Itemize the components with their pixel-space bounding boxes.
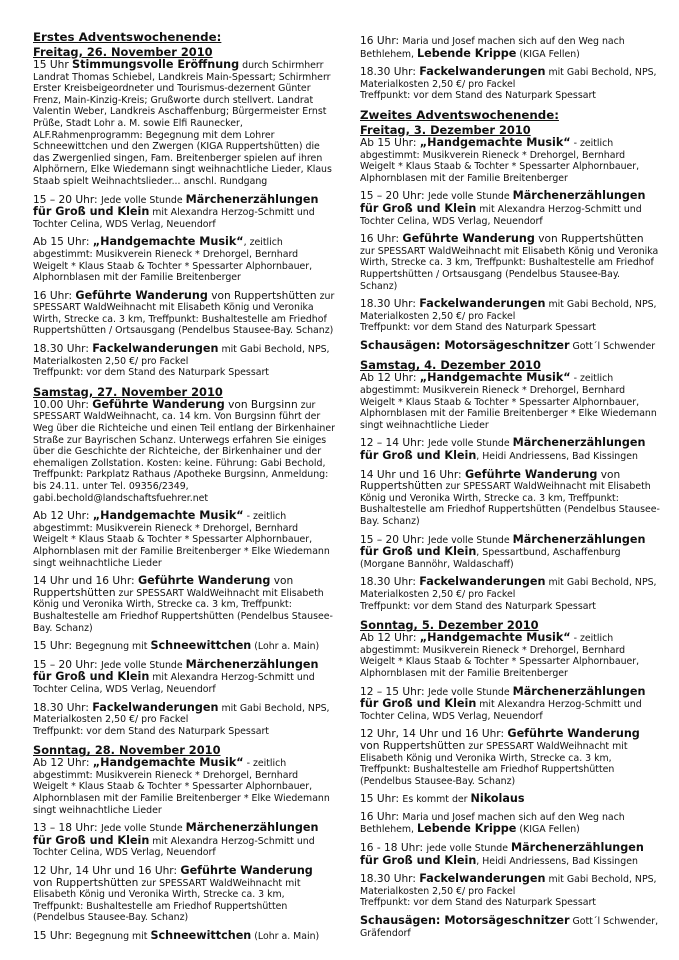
- event-meeting-point: Treffpunkt: vor dem Stand des Naturpark Spessart: [360, 90, 596, 102]
- event-time: 16 Uhr:: [360, 35, 403, 47]
- event-title: Märchenerzählungen für Groß und Klein: [360, 189, 646, 215]
- event-title: Märchenerzählungen für Groß und Klein: [360, 532, 646, 559]
- event-title: Fackelwanderungen: [92, 342, 219, 356]
- event-title: Märchenerzählungen für Groß und Klein: [360, 684, 646, 711]
- event-text: [360, 686, 660, 723]
- event-title: Schneewittchen: [150, 639, 252, 653]
- event-entry: [360, 469, 660, 528]
- event-title: „Handgemachte Musik“: [419, 135, 571, 149]
- event-title: Geführte Wanderung: [180, 864, 313, 878]
- event-entry: [33, 399, 335, 504]
- event-entry: [33, 930, 335, 943]
- event-title: Geführte Wanderung: [507, 727, 640, 741]
- event-details: mit Gabi Bechold, NPS, Materialkosten 2,50 €/ pro Fackel: [360, 874, 657, 897]
- event-entry: [33, 59, 335, 188]
- event-entry: [360, 576, 660, 612]
- event-title: Motorsägeschnitzer: [444, 914, 570, 928]
- event-time: 15 – 20 Uhr:: [360, 190, 428, 203]
- event-text: [360, 190, 660, 227]
- event-time: Ab 15 Uhr:: [360, 136, 420, 149]
- event-details: zur SPESSART WaldWeihnacht mit Elisabeth König und Veronika Wirth, Strecke ca. 3 km, Treffpunkt: Bushaltestelle am Friedhof Ruppertshütten (Pendelbus Stausee-Bay. Schanz): [360, 740, 628, 787]
- event-entry: [33, 194, 335, 231]
- event-title-suffix: von Ruppertshütten: [534, 233, 644, 246]
- event-details: durch Schirmherr Landrat Thomas Schiebel, Landkreis Main-Spessart; Schirmherr Erster Kreisbeigeordneter und Tourismus-dezernent Günter Frenz, Main-Kinzig-Kreis; Grußworte durch stellvert. Landrat Valentin Weber, Landkreis Aschaffenburg; Bürgermeister Ernst Prüße, Stadt Lohr a. M. sowie Elfi Raunecker, ALF.Rahmenprogramm: Begegnung mit dem Lohrer Schneewittchen und den Zwergen (KIGA Ruppertshütten) die das Zwergenlied singen, Fam. Breitenberger spielen auf ihren Alphörnern, Elke Wiedemann singt weihnachtliche Lieder, Klaus Staab spielt Weihnachtslieder... anschl. Rundgang: [33, 60, 332, 187]
- event-details: , zeitlich abgestimmt: Musikverein Rieneck * Drehorgel, Bernhard Weigelt * Klaus Staab & Tochter * Spessarter Alphornbauer, Alphornblasen mit der Familie Breitenberger: [33, 237, 313, 284]
- event-entry: [33, 290, 335, 337]
- event-title: Geführte Wanderung: [402, 232, 535, 246]
- event-details: zur SPESSART WaldWeihnacht mit Elisabeth König und Veronika Wirth, Strecke ca. 3 km, Treffpunkt: Bushaltestelle am Friedhof Ruppertshütten (Pendelbus Stausee-Bay. Schanz): [33, 587, 333, 634]
- day-heading: Freitag, 3. Dezember 2010: [360, 122, 531, 137]
- event-time: 16 - 18 Uhr:: [360, 842, 427, 855]
- event-text: [33, 659, 335, 696]
- event-text: [360, 469, 660, 528]
- event-title: „Handgemachte Musik“: [419, 371, 571, 385]
- event-entry: [33, 236, 335, 283]
- event-meeting-point: Treffpunkt: vor dem Stand des Naturpark Spessart: [360, 322, 596, 334]
- event-title: Fackelwanderungen: [419, 872, 546, 886]
- event-entry: [360, 340, 660, 353]
- event-time: 18.30 Uhr:: [33, 343, 93, 356]
- event-pre: Begegnung mit: [75, 641, 151, 653]
- event-title: „Handgemachte Musik“: [92, 756, 244, 770]
- day-heading: Samstag, 4. Dezember 2010: [360, 358, 541, 373]
- event-text: [33, 822, 335, 859]
- event-title: Schneewittchen: [150, 929, 252, 942]
- event-time: 15 – 20 Uhr:: [33, 658, 101, 671]
- event-entry: [360, 812, 660, 836]
- event-title: „Handgemachte Musik“: [92, 235, 244, 249]
- event-entry: [33, 822, 335, 859]
- event-time: 14 Uhr und 16 Uhr:: [33, 575, 138, 588]
- event-title: Stimmungsvolle Eröffnung: [72, 58, 240, 71]
- event-details: - zeitlich abgestimmt: Musikverein Rieneck * Drehorgel, Bernhard Weigelt * Klaus Staab & Tochter * Spessarter Alphornbauer, Alphornblasen mit der Familie Breitenberger * Elke Wiedemann singt weihnachtliche Lieder: [33, 758, 330, 816]
- event-text: [360, 437, 660, 462]
- event-details: mit Alexandra Herzog-Schmitt und Tochter Celina, WDS Verlag, Neuendorf: [360, 699, 642, 722]
- event-details: (Lohr a. Main): [251, 931, 320, 942]
- event-text: [360, 137, 660, 184]
- event-text: [33, 194, 335, 231]
- event-time: 15 Uhr:: [360, 793, 403, 806]
- event-text: [33, 757, 335, 816]
- event-text: [33, 399, 335, 504]
- event-details: - zeitlich abgestimmt: Musikverein Rieneck * Drehorgel, Bernhard Weigelt * Klaus Staab & Tochter * Spessarter Alphornbauer, Alphornblasen mit der Familie Breitenberger: [360, 633, 640, 679]
- event-details: mit Alexandra Herzog-Schmitt und Tochter Celina, WDS Verlag, Neuendorf: [360, 203, 642, 227]
- event-time: Ab 12 Uhr:: [360, 372, 420, 385]
- event-title: „Handgemachte Musik“: [92, 509, 244, 523]
- event-entry: [360, 842, 660, 867]
- event-meeting-point: Treffpunkt: vor dem Stand des Naturpark Spessart: [33, 367, 269, 379]
- event-entry: [360, 728, 660, 787]
- event-title: Märchenerzählungen für Groß und Klein: [33, 657, 319, 684]
- event-title: Geführte Wanderung: [75, 288, 208, 302]
- event-text: [33, 930, 335, 943]
- event-pre: Jede volle Stunde: [427, 191, 513, 203]
- event-entry: [33, 702, 335, 738]
- event-entry: [360, 66, 660, 102]
- event-time: 16 Uhr:: [360, 233, 403, 246]
- event-text: [360, 36, 660, 60]
- event-meeting-point: Treffpunkt: vor dem Stand des Naturpark Spessart: [360, 600, 596, 612]
- event-title: „Handgemachte Musik“: [419, 631, 571, 645]
- event-time: Ab 15 Uhr:: [33, 236, 93, 249]
- event-title: Märchenerzählungen für Groß und Klein: [33, 192, 319, 219]
- event-details: zur SPESSART WaldWeihnacht mit Elisabeth König und Veronika Wirth, Strecke ca. 3 km, Treffpunkt: Bushaltestelle am Friedhof Ruppertshütten / Ortsausgang (Pendelbus Stausee-Bay. Schanz): [360, 245, 659, 292]
- event-time: 15 Uhr:: [33, 930, 76, 942]
- event-details: mit Gabi Bechold, NPS, Materialkosten 2,50 €/ pro Fackel: [360, 67, 657, 90]
- event-pre: Jede volle Stunde: [427, 534, 513, 546]
- event-pre: Jede volle Stunde: [100, 659, 186, 671]
- event-title-suffix: von Burgsinn: [224, 398, 298, 411]
- event-entry: [33, 575, 335, 634]
- event-time: 12 – 15 Uhr:: [360, 685, 428, 698]
- event-pre: Jede volle Stunde: [427, 438, 513, 450]
- event-details: mit Alexandra Herzog-Schmitt und Tochter Celina, WDS Verlag, Neuendorf: [33, 672, 315, 695]
- event-title-suffix: von Ruppertshütten: [207, 289, 317, 302]
- event-text: [33, 59, 335, 188]
- event-entry: [33, 640, 335, 653]
- event-details: , Heidi Andriessens, Bad Kissingen: [476, 451, 638, 463]
- event-entry: [360, 686, 660, 723]
- event-title-suffix: von Ruppertshütten: [360, 739, 466, 752]
- event-pre: Jede volle Stunde: [427, 686, 513, 698]
- event-time: 13 – 18 Uhr:: [33, 822, 101, 835]
- event-entry: [33, 659, 335, 696]
- event-title: Märchenerzählungen für Groß und Klein: [360, 841, 644, 867]
- event-text: [360, 842, 660, 867]
- event-details: Gott´l Schwender: [569, 340, 656, 352]
- event-time: Ab 12 Uhr:: [33, 757, 93, 770]
- event-time: 18.30 Uhr:: [33, 701, 93, 714]
- event-pre: Begegnung mit: [75, 931, 151, 942]
- event-time: 15 Uhr: [33, 59, 73, 71]
- event-entry: [360, 36, 660, 60]
- event-title: Märchenerzählungen für Groß und Klein: [360, 436, 646, 463]
- event-text: [360, 915, 660, 939]
- left-column: [33, 30, 335, 949]
- event-text: [360, 812, 660, 836]
- event-meeting-point: Treffpunkt: vor dem Stand des Naturpark Spessart: [360, 897, 596, 909]
- event-details: mit Alexandra Herzog-Schmitt und Tochter Celina, WDS Verlag, Neuendorf: [33, 207, 315, 230]
- event-entry: [360, 190, 660, 227]
- event-entry: [360, 233, 660, 292]
- section-title-second-advent: Zweites Adventswochenende:: [360, 107, 559, 122]
- event-text: [360, 873, 660, 897]
- event-title: Märchenerzählungen für Groß und Klein: [33, 821, 319, 847]
- event-entry: [33, 757, 335, 816]
- event-details: Gott´l Schwender, Gräfendorf: [360, 916, 659, 939]
- event-text: [360, 576, 660, 600]
- event-text: [360, 372, 660, 431]
- event-details: , Spessartbund, Aschaffenburg (Morgane Bannöhr, Waldaschaff): [360, 547, 621, 570]
- event-pre: Jede volle Stunde: [100, 823, 186, 835]
- event-text: [360, 632, 660, 679]
- event-text: [33, 640, 335, 653]
- event-time: 18.30 Uhr:: [360, 873, 420, 886]
- event-pre: Maria und Josef machen sich auf den Weg nach Bethlehem,: [360, 811, 625, 836]
- event-details: mit Gabi Bechold, NPS, Materialkosten 2,50 €/ pro Fackel: [360, 299, 657, 322]
- day-heading: Sonntag, 28. November 2010: [33, 743, 221, 758]
- day-heading: Sonntag, 5. Dezember 2010: [360, 618, 539, 633]
- event-entry: [360, 298, 660, 334]
- event-meeting-point: Treffpunkt: vor dem Stand des Naturpark Spessart: [33, 725, 269, 737]
- event-pre: Maria und Josef machen sich auf den Weg nach Bethlehem,: [360, 36, 625, 60]
- event-time: 18.30 Uhr:: [360, 576, 420, 589]
- event-entry: [33, 510, 335, 569]
- event-text: [360, 233, 660, 292]
- event-details: - zeitlich abgestimmt: Musikverein Rieneck * Drehorgel, Bernhard Weigelt * Klaus Staab & Tochter * Spessarter Alphornbauer, Alphornblasen mit der Familie Breitenberger * Elke Wiedemann singt weihnachtliche Lieder: [33, 511, 330, 569]
- event-text: [33, 236, 335, 283]
- event-details: (Lohr a. Main): [251, 641, 320, 653]
- event-details: zur SPESSART WaldWeihnacht mit Elisabeth König und Veronika Wirth, Strecke ca. 3 km, Treffpunkt: Bushaltestelle am Friedhof Ruppertshütten / Ortsausgang (Pendelbus Stausee-Bay. Schanz): [33, 290, 335, 337]
- event-text: [33, 702, 335, 726]
- event-text: [360, 728, 660, 787]
- event-time: 15 Uhr:: [33, 640, 76, 653]
- event-text: [33, 290, 335, 337]
- event-details: zur SPESSART WaldWeihnacht mit Elisabeth König und Veronika Wirth, Strecke ca. 3 km, Treffpunkt: Bushaltestelle am Friedhof Ruppertshütten (Pendelbus Stausee-Bay. Schanz): [360, 481, 660, 527]
- event-pre: Jede volle Stunde: [100, 194, 186, 206]
- event-time: 16 Uhr:: [33, 289, 76, 302]
- left-days: [33, 45, 335, 943]
- event-time: 18.30 Uhr:: [360, 66, 420, 79]
- event-text: [33, 343, 335, 367]
- event-time: Ab 12 Uhr:: [360, 632, 420, 645]
- event-text: [360, 534, 660, 571]
- event-pre: Es kommt der: [402, 794, 471, 806]
- event-time: Ab 12 Uhr:: [33, 510, 93, 523]
- event-time: Schausägen:: [360, 338, 445, 352]
- event-entry: [360, 632, 660, 679]
- event-time: 15 – 20 Uhr:: [360, 533, 428, 546]
- event-details: zur SPESSART WaldWeihnacht, ca. 14 km. Von Burgsinn führt der Weg über die Richteiche und einen Teil entlang der Birkenhainer Straße zur Bayrischen Schanz. Unterwegs erfahren Sie einiges über die Geschichte der Richteiche, der Birkenhainer und der ehemaligen Zollstation. Kosten: keine. Führung: Gabi Bechold, Treffpunkt: Parkplatz Rathaus /Apotheke Burgsinn, Anmeldung: bis 24.11. unter Tel. 09356/2349, gabi.bechold@landschaftsfuehrer.net: [33, 399, 335, 504]
- event-text: [33, 575, 335, 634]
- event-entry: [360, 915, 660, 939]
- event-entry: [360, 793, 660, 806]
- event-details: mit Gabi Bechold, NPS, Materialkosten 2,50 €/ pro Fackel: [33, 702, 330, 726]
- event-text: [33, 865, 335, 924]
- event-entry: [360, 437, 660, 462]
- event-title: Lebende Krippe: [417, 46, 517, 60]
- event-title: Fackelwanderungen: [419, 65, 546, 79]
- right-days: [360, 123, 660, 939]
- event-pre: jede volle Stunde: [426, 843, 511, 855]
- event-time: 12 – 14 Uhr:: [360, 437, 428, 450]
- section-title-first-advent: Erstes Adventswochenende:: [33, 30, 222, 44]
- day-heading: Freitag, 26. November 2010: [33, 45, 213, 59]
- event-time: 10.00 Uhr:: [33, 398, 93, 411]
- event-entry: [33, 865, 335, 924]
- event-details: mit Gabi Bechold, NPS, Materialkosten 2,50 €/ pro Fackel: [360, 577, 657, 600]
- event-title: Geführte Wanderung: [92, 397, 225, 411]
- event-text: [360, 298, 660, 322]
- event-text: [33, 510, 335, 569]
- event-details: (KIGA Fellen): [516, 824, 580, 836]
- event-title: Nikolaus: [470, 792, 525, 806]
- event-time: Schausägen:: [360, 914, 445, 928]
- event-title: Fackelwanderungen: [92, 700, 219, 714]
- event-title-suffix: von Ruppertshütten: [33, 575, 294, 599]
- event-details: - zeitlich abgestimmt: Musikverein Rieneck * Drehorgel, Bernhard Weigelt * Klaus Staab & Tochter * Spessarter Alphornbauer, Alphornblasen mit der Familie Breitenberger: [360, 137, 640, 184]
- event-title: Geführte Wanderung: [137, 574, 271, 588]
- event-details: (KIGA Fellen): [516, 48, 580, 60]
- event-entry: [360, 137, 660, 184]
- event-entry: [360, 534, 660, 571]
- right-column: [360, 36, 660, 945]
- event-details: zur SPESSART WaldWeihnacht mit Elisabeth König und Veronika Wirth, Strecke ca. 3 km, Treffpunkt: Bushaltestelle am Friedhof Ruppertshütten (Pendelbus Stausee-Bay. Schanz): [33, 877, 301, 924]
- event-title-suffix: von Ruppertshütten: [33, 876, 139, 889]
- event-time: 16 Uhr:: [360, 810, 403, 823]
- event-title: Fackelwanderungen: [419, 297, 546, 311]
- event-time: 12 Uhr, 14 Uhr und 16 Uhr:: [360, 728, 508, 741]
- event-details: - zeitlich abgestimmt: Musikverein Rieneck * Drehorgel, Bernhard Weigelt * Klaus Staab & Tochter * Spessarter Alphornbauer, Alphornblasen mit der Familie Breitenberger * Elke Wiedemann singt weihnachtliche Lieder: [360, 373, 657, 431]
- event-text: [360, 340, 660, 353]
- event-title: Fackelwanderungen: [419, 575, 546, 589]
- event-entry: [360, 372, 660, 431]
- right-top-entries: [360, 36, 660, 102]
- event-details: , Heidi Andriessens, Bad Kissingen: [476, 855, 638, 867]
- event-entry: [360, 873, 660, 909]
- event-details: mit Alexandra Herzog-Schmitt und Tochter Celina, WDS Verlag, Neuendorf: [33, 835, 315, 859]
- event-title: Lebende Krippe: [417, 822, 517, 836]
- event-text: [360, 66, 660, 90]
- event-text: [360, 793, 660, 806]
- event-time: 15 – 20 Uhr:: [33, 193, 101, 206]
- day-heading: Samstag, 27. November 2010: [33, 384, 223, 399]
- event-title: Motorsägeschnitzer: [444, 338, 570, 352]
- event-time: 12 Uhr, 14 Uhr und 16 Uhr:: [33, 865, 181, 878]
- event-time: 18.30 Uhr:: [360, 298, 420, 311]
- event-details: mit Gabi Bechold, NPS, Materialkosten 2,50 €/ pro Fackel: [33, 344, 330, 367]
- event-time: 14 Uhr und 16 Uhr:: [360, 468, 465, 481]
- event-title: Geführte Wanderung: [464, 467, 598, 481]
- event-entry: [33, 343, 335, 379]
- event-title-suffix: von Ruppertshütten: [360, 468, 621, 493]
